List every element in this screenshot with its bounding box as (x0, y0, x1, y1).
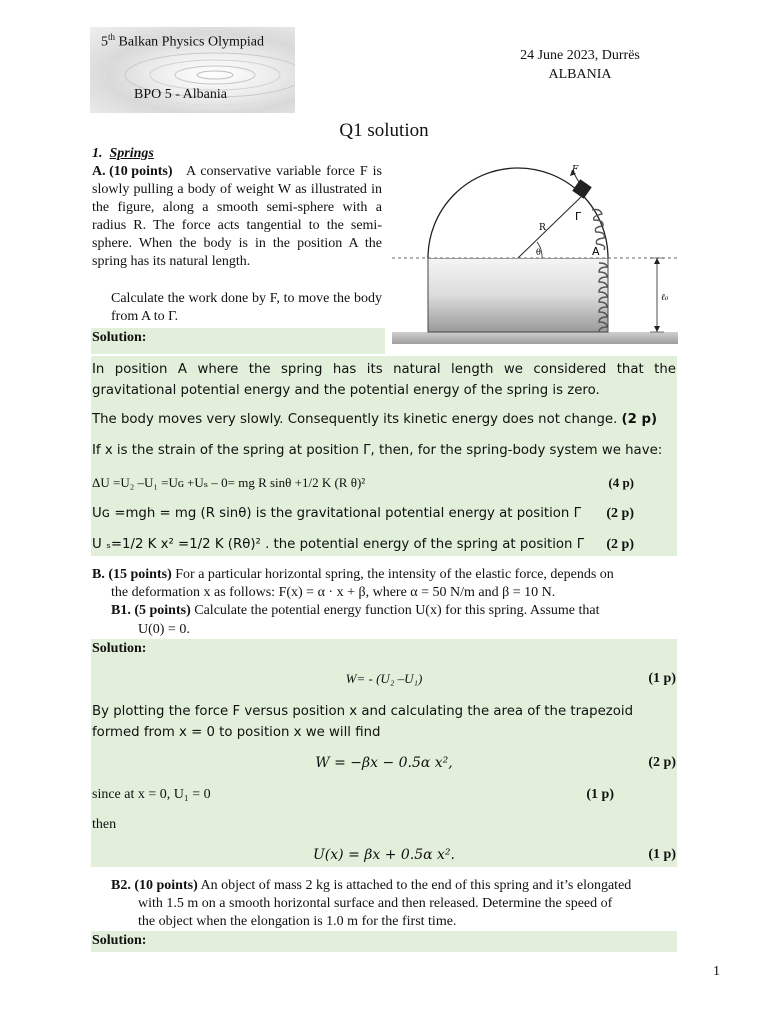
olympiad-name: 5th Balkan Physics Olympiad (101, 32, 264, 50)
country: ALBANIA (548, 67, 612, 82)
partA-sol-text-2: The body moves very slowly. Consequently its kinetic energy does not change. (2 p) (92, 412, 658, 427)
partA-question: Calculate the work done by F, to move the body from A to Γ. (111, 291, 382, 324)
figure-label-Gamma: Γ (575, 210, 582, 223)
page-number: 1 (713, 964, 720, 979)
figure-label-R: R (539, 223, 546, 233)
partA-eq-2: Uɢ =mgh = mg (R sinθ) is the gravitational potential energy at position Γ (2 p) (92, 506, 634, 521)
partA-solution-label: Solution: (92, 330, 147, 345)
partA-text: A conservative variable force F is slowly pulling a body of weight W as illustrated in the figure, along a smooth semi-sphere with a radius R. The force acts tangential to the semi-sphere. When the body is in the position A the spring has its natural length. (92, 164, 382, 269)
partB-text-2: the deformation x as follows: F(x) = α · x + β, where α = 50 N/m and β = 10 N. (111, 585, 556, 600)
partB1-solution-label: Solution: (92, 641, 147, 656)
partB1-text-2: U(0) = 0. (138, 622, 190, 637)
partA-sol-text-3: If x is the strain of the spring at position Γ, then, for the spring-body system we have: (92, 443, 663, 458)
figure-label-A: A (592, 245, 600, 258)
partB1-since: since at x = 0, U₁ = 0 (1 p) (92, 787, 614, 802)
figure-hemisphere-spring (392, 158, 678, 344)
date-location (510, 46, 650, 84)
partB2-solution-box (91, 931, 677, 952)
olympiad-subtitle: BPO 5 - Albania (134, 87, 227, 102)
partB1-text-plot: By plotting the force F versus position x and calculating the area of the trapezoid formed from x = 0 to position x we will find (92, 704, 634, 740)
partB2-solution-label: Solution: (92, 933, 147, 948)
partB2-text-1: B2. (10 points) An object of mass 2 kg is attached to the end of this spring and it’s elongated (111, 878, 632, 893)
figure-label-l0: ℓ₀ (661, 293, 669, 303)
partA-sol-text-1: In position A where the spring has its natural length we considered that the gravitational potential energy and the potential energy of the spring is zero. (92, 362, 676, 398)
figure-label-theta: θ (536, 248, 541, 257)
partB1-eq-w: W= - (U₂ –U₁) (1 p) (345, 671, 676, 686)
partB1-eq-u: U(x) = βx + 0.5α x². (1 p) (313, 847, 676, 863)
partB-text-1: B. (15 points) For a particular horizontal spring, the intensity of the elastic force, depends on (92, 567, 614, 582)
page-title: Q1 solution (339, 120, 429, 141)
partB1-eq-w2: W = −βx − 0.5α x², (2 p) (315, 755, 676, 771)
section-heading: 1. Springs (92, 146, 154, 161)
partA-label: A. (10 points) (92, 164, 173, 179)
figure-label-F: F (572, 165, 579, 175)
partA-eq-1: ΔU =U₂ –U₁ =Uɢ +Uₛ – 0= mg R sinθ +1/2 K (R θ)² (4 p) (92, 475, 634, 490)
partB1-then: then (92, 817, 117, 832)
partB2-text-2: with 1.5 m on a smooth horizontal surface and then released. Determine the speed of (138, 896, 613, 911)
partB1-text-1: B1. (5 points) Calculate the potential energy function U(x) for this spring. Assume that (111, 603, 600, 618)
partA-eq-3: U ₛ=1/2 K x² =1/2 K (Rθ)² . the potential energy of the spring at position Γ (2 p) (92, 537, 634, 552)
date: 24 June 2023, Durrës (520, 48, 640, 63)
partB2-text-3: the object when the elongation is 1.0 m for the first time. (138, 914, 457, 929)
